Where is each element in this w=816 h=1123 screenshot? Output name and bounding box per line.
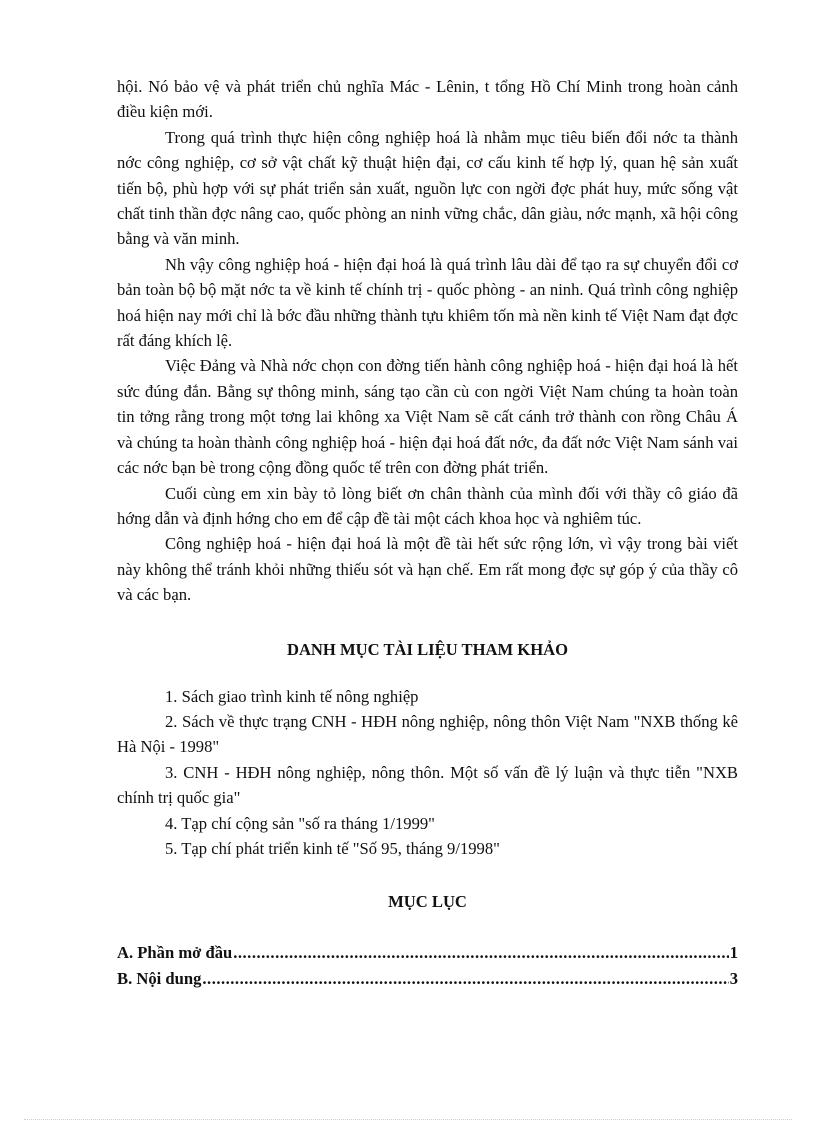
- toc-dot-leader: [233, 940, 728, 965]
- paragraph-2: Trong quá trình thực hiện công nghiệp hoá là nhằm mục tiêu biến đổi nớc ta thành nớc công nghiệp, cơ sở vật chất kỹ thuật hiện đại, cơ cấu kinh tế hợp lý, quan hệ sản xuất tiến bộ, phù hợp với sự phát triển sản xuất, nguồn lực con ngời đợc phát huy, mức sống vật chất tinh thần đợc nâng cao, quốc phòng an ninh vững chắc, dân giàu, nớc mạnh, xã hội công bằng và văn minh.: [117, 127, 738, 249]
- paragraph-4: Việc Đảng và Nhà nớc chọn con đờng tiến hành công nghiệp hoá - hiện đại hoá là hết sức đúng đắn. Bằng sự thông minh, sáng tạo cần cù con ngời Việt Nam chúng ta hoàn toàn tin tởng rằng trong một tơng lai không xa Việt Nam sẽ cất cánh trở thành con rồng Châu Á và chúng ta hoàn thành công nghiệp hoá - hiện đại hoá đất nớc, đa đất nớc Việt Nam sánh vai các nớc bạn bè trong cộng đồng quốc tế trên con đờng phát triển.: [117, 356, 738, 478]
- toc-entry-page: 3: [729, 968, 738, 988]
- toc-heading: MỤC LỤC: [388, 892, 467, 912]
- toc-dot-leader: [202, 966, 728, 991]
- toc-entry-label: A. Phần mở đầu: [117, 943, 233, 963]
- references-heading: DANH MỤC TÀI LIỆU THAM KHẢO: [286, 639, 569, 659]
- page-bottom-divider: [24, 1119, 792, 1120]
- reference-item: 3. CNH - HĐH nông nghiệp, nông thôn. Một số vấn đề lý luận và thực tiễn "NXB chính trị quốc gia": [117, 762, 738, 808]
- paragraph-1: hội. Nó bảo vệ và phát triển chủ nghĩa Mác - Lênin, t tổng Hồ Chí Minh trong hoàn cảnh điều kiện mới.: [117, 77, 738, 122]
- paragraph-6: Công nghiệp hoá - hiện đại hoá là một đề tài hết sức rộng lớn, vì vậy trong bài viết này không thể tránh khỏi những thiếu sót và hạn chế. Em rất mong đợc sự góp ý của thầy cô và các bạn.: [117, 534, 738, 605]
- paragraph-5: Cuối cùng em xin bày tỏ lòng biết ơn chân thành của mình đối với thầy cô giáo đã hớng dẫn và định hớng cho em để cập đề tài một cách khoa học và nghiêm túc.: [117, 483, 738, 528]
- toc-entry-label: B. Nội dung: [117, 968, 202, 988]
- reference-item: 4. Tạp chí cộng sản "số ra tháng 1/1999": [165, 813, 435, 833]
- references-list: [117, 684, 738, 862]
- body-text: [117, 74, 738, 608]
- table-of-contents: [117, 940, 738, 991]
- paragraph-3: Nh vậy công nghiệp hoá - hiện đại hoá là quá trình lâu dài để tạo ra sự chuyển đổi cơ bản toàn bộ bộ mặt nớc ta về kinh tế chính trị - quốc phòng - an ninh. Quá trình công nghiệp hoá hiện nay mới chỉ là bớc đầu những thành tựu khiêm tốn mà nền kinh tế Việt Nam đạt đợc rất đáng khích lệ.: [117, 254, 738, 351]
- reference-item: 1. Sách giao trình kinh tế nông nghiệp: [165, 686, 419, 706]
- toc-entry-page: 1: [729, 943, 738, 963]
- reference-item: 2. Sách về thực trạng CNH - HĐH nông nghiệp, nông thôn Việt Nam "NXB thống kê Hà Nội - 1998": [117, 711, 738, 757]
- document-page: [117, 74, 738, 991]
- toc-entry-intro[interactable]: [117, 940, 738, 965]
- reference-item: 5. Tạp chí phát triển kinh tế "Số 95, tháng 9/1998": [165, 838, 500, 858]
- toc-entry-content[interactable]: [117, 966, 738, 991]
